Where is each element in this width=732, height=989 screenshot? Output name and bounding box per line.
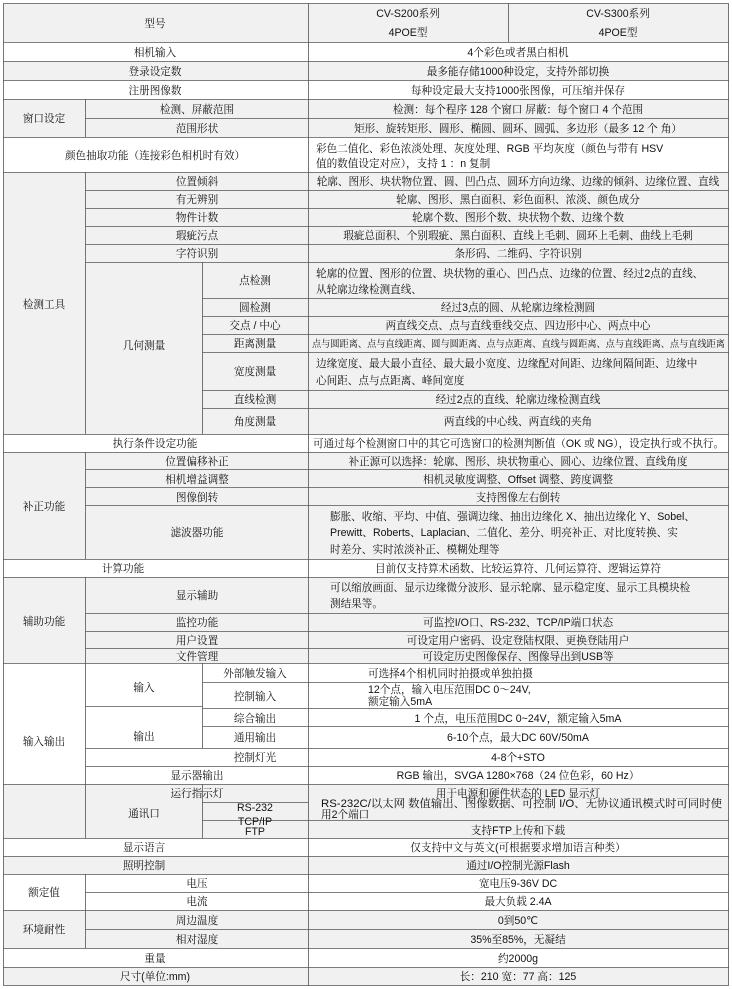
correction-offset-label: 位置偏移补正 [165,456,229,468]
window-shape-label: 范围形状 [175,123,219,135]
io-common-out-label: 通用输出 [233,732,277,744]
environment-group-label: 环境耐性 [22,924,66,936]
aux-file-value: 可设定历史图像保存、图像导出到USB等 [422,651,614,663]
io-control-in-value-line2: 额定输入5mA [368,696,433,708]
tools-group-label: 检测工具 [22,299,66,311]
environment-ambient-label: 周边温度 [175,915,219,927]
tools-point-label: 点检测 [239,275,271,287]
aux-user-value: 可设定用户密码、设定登陆权限、更换登陆用户 [406,635,630,647]
header-s200-poe: 4POE型 [388,27,428,39]
lighting-label: 照明控制 [122,860,166,872]
tools-count-label: 物件计数 [175,212,219,224]
header-s300-series: CV-S300系列 [586,8,650,20]
correction-filter-value-line3: 时差分、实时浓淡补正、模糊处理等 [330,544,500,556]
tools-intersection-label: 交点 / 中心 [229,320,281,332]
lighting-value: 通过I/O控制光源Flash [466,860,570,872]
io-output-label: 输出 [133,731,155,743]
camera-input-label: 相机输入 [133,47,177,59]
correction-invert-label: 图像倒转 [175,492,219,504]
io-comm-label: 通讯口 [128,808,160,820]
rating-group-label: 额定值 [28,887,60,899]
window-detect-mask-label: 检测、屏蔽范围 [159,104,235,116]
io-monitor-out-value: RGB 输出，SVGA 1280×768（24 位色彩，60 Hz） [396,770,640,782]
io-monitor-out-label: 显示器输出 [170,770,224,782]
condition-value: 可通过每个检测窗口中的其它可选窗口的检测判断值（OK 或 NG），设定执行或不执行。 [313,438,727,450]
io-control-light-value: 4-8个+STO [491,752,545,764]
correction-offset-value: 补正源可以选择：轮廓、图形、块状物重心、圆心、边缘位置、直线角度 [348,456,688,468]
tools-defect-value: 瑕疵总面积、个别瑕疵、黑白面积、直线上毛刺、圆环上毛刺、曲线上毛刺 [343,230,693,242]
camera-input-value: 4个彩色或者黑白相机 [467,47,569,59]
io-rs232-label: RS-232 [237,802,273,814]
aux-user-label: 用户设置 [175,635,219,647]
environment-humidity-label: 相对湿度 [175,934,219,946]
aux-group-label: 辅助功能 [22,616,66,628]
io-indicator-value: 用于电源和硬件状态的 LED 显示灯 [435,788,601,800]
correction-gain-label: 相机增益调整 [165,474,229,486]
io-general-out-label: 综合输出 [233,713,277,725]
size-label: 尺寸(单位:mm) [119,971,191,983]
header-s300-poe: 4POE型 [598,27,638,39]
aux-monitor-label: 监控功能 [175,617,219,629]
io-tcpip-label: TCP/IP [237,816,273,828]
io-general-out-value: 1 个点，电压范围DC 0~24V，额定输入5mA [414,713,622,725]
io-control-in-value-line1: 12个点，输入电压范围DC 0～24V, [368,684,531,696]
calculation-value: 目前仅支持算术函数、比较运算符、几何运算符、逻辑运算符 [374,563,662,575]
correction-filter-label: 滤波器功能 [170,527,224,539]
io-input-label: 输入 [133,682,155,694]
aux-display-label: 显示辅助 [175,590,219,602]
tools-char-label: 字符识别 [175,248,219,260]
weight-value: 约2000g [497,953,539,965]
correction-invert-value: 支持图像左右倒转 [475,492,561,504]
tools-defect-label: 瑕疵污点 [175,230,219,242]
io-ftp-value: 支持FTP上传和下载 [470,825,566,837]
tools-point-value-line1: 轮廓的位置、图形的位置、块状物的重心、凹凸点、边缘的位置、经过2点的直线、 [316,268,704,280]
tools-geometry-group-label: 几何测量 [122,340,166,352]
size-value: 长：210 宽：77 高：125 [459,971,577,983]
window-detect-mask-value: 检测：每个程序 128 个窗口 屏蔽：每个窗口 4 个范围 [392,104,644,116]
tools-angle-label: 角度测量 [233,416,277,428]
tools-line-value: 经过2点的直线、轮廓边缘检测直线 [435,394,601,406]
rating-current-value: 最大负载 2.4A [484,896,552,908]
io-ext-trigger-label: 外部触发输入 [223,668,287,680]
io-group-label: 输入输出 [22,736,66,748]
aux-file-label: 文件管理 [175,651,219,663]
io-comm-value-line1: RS-232C/以太网 数值输出、图像数据、可控制 I/O、无协议通讯模式时可同时使 [321,798,695,810]
language-label: 显示语言 [122,842,166,854]
tools-angle-value: 两直线的中心线、两直线的夹角 [443,416,593,428]
io-control-in-label: 控制输入 [233,691,277,703]
rating-voltage-value: 宽电压9-36V DC [478,878,558,890]
window-group-label: 窗口设定 [22,113,66,125]
io-comm-value-line2: 用2个端口 [321,809,370,821]
tools-presence-label: 有无辨别 [175,194,219,206]
tools-position-value: 轮廓、图形、块状物位置、圆、凹凸点、圆环方向边缘、边缘的倾斜、边缘位置、直线 [316,176,720,188]
tools-count-value: 轮廓个数、图形个数、块状物个数、边缘个数 [412,212,624,224]
window-shape-value: 矩形、旋转矩形、圆形、椭圆、圆环、圆弧、多边形（最多 12 个 角） [354,123,682,135]
tools-presence-value: 轮廓、图形、黑白面积、彩色面积、浓淡、颜色成分 [396,194,640,206]
correction-filter-value-line2: Prewitt、Roberts、Laplacian、二值化、差分、明亮补正、对比度转换、实 [330,527,678,539]
tools-width-value-line1: 边缘宽度、最大最小直径、最大最小宽度、边缘配对间距、边缘间隔间距、边缘中 [316,358,698,370]
tools-distance-value: 点与圆距离、点与直线距离、圆与圆距离、点与点距离、直线与圆距离、点与直线距离、点与直线距离 [312,338,725,349]
header-model-label: 型号 [144,18,166,30]
header-s200-series: CV-S200系列 [376,8,440,20]
io-indicator-label: 运行指示灯 [170,788,224,800]
environment-ambient-value: 0到50℃ [497,915,539,927]
correction-gain-value: 相机灵敏度调整、Offset 调整、跨度调整 [423,474,613,486]
tools-intersection-value: 两直线交点、点与直线垂线交点、四边形中心、两点中心 [385,320,651,332]
tools-line-label: 直线检测 [233,394,277,406]
rating-current-label: 电流 [186,896,208,908]
aux-display-value-line2: 测结果等。 [330,598,383,610]
spec-table [3,3,729,986]
io-control-light-label: 控制灯光 [233,752,277,764]
condition-label: 执行条件设定功能 [112,438,198,450]
tools-position-label: 位置倾斜 [175,176,219,188]
register-settings-label: 登录设定数 [128,66,182,78]
calculation-label: 计算功能 [101,563,145,575]
weight-label: 重量 [144,953,166,965]
register-settings-value: 最多能存储1000种设定，支持外部切换 [426,66,610,78]
register-images-value: 每种设定最大支持1000张图像，可压缩并保存 [410,85,626,97]
color-extract-value-line2: 值的数值设定对应），支持 1 ：n 复制 [316,158,491,170]
io-ftp-label: FTP [244,826,266,838]
color-extract-value-line1: 彩色二值化、彩色浓淡处理、灰度处理、RGB 平均灰度（颜色与带有 HSV [316,143,664,155]
tools-char-value: 条形码、二维码、字符识别 [454,248,582,260]
tools-point-value-line2: 从轮廓边缘检测直线、 [316,284,422,296]
correction-group-label: 补正功能 [22,501,66,513]
language-value: 仅支持中文与英文(可根据要求增加语言种类） [410,842,626,854]
rating-voltage-label: 电压 [186,878,208,890]
tools-distance-label: 距离测量 [233,338,277,350]
color-extract-label: 颜色抽取功能（连接彩色相机时有效） [64,150,246,162]
tools-width-label: 宽度测量 [233,366,277,378]
tools-circle-label: 圆检测 [239,302,271,314]
register-images-label: 注册图像数 [128,85,182,97]
tools-circle-value: 经过3点的圆、从轮廓边缘检测圆 [440,302,596,314]
aux-monitor-value: 可监控I/O口、RS-232、TCP/IP端口状态 [422,617,614,629]
environment-humidity-value: 35%至85%，无凝结 [470,934,566,946]
aux-display-value-line1: 可以缩放画面、显示边缘微分波形、显示轮廓、显示稳定度、显示工具模块检 [330,582,691,594]
io-ext-trigger-value: 可选择4个相机同时拍摄或单独拍摄 [368,668,533,680]
tools-width-value-line2: 心间距、点与点距离、峰间宽度 [316,375,465,387]
io-common-out-value: 6-10个点，最大DC 60V/50mA [447,732,589,744]
correction-filter-value-line1: 膨胀、收缩、平均、中值、强调边缘、抽出边缘化 X、抽出边缘化 Y、Sobel、 [330,511,695,523]
